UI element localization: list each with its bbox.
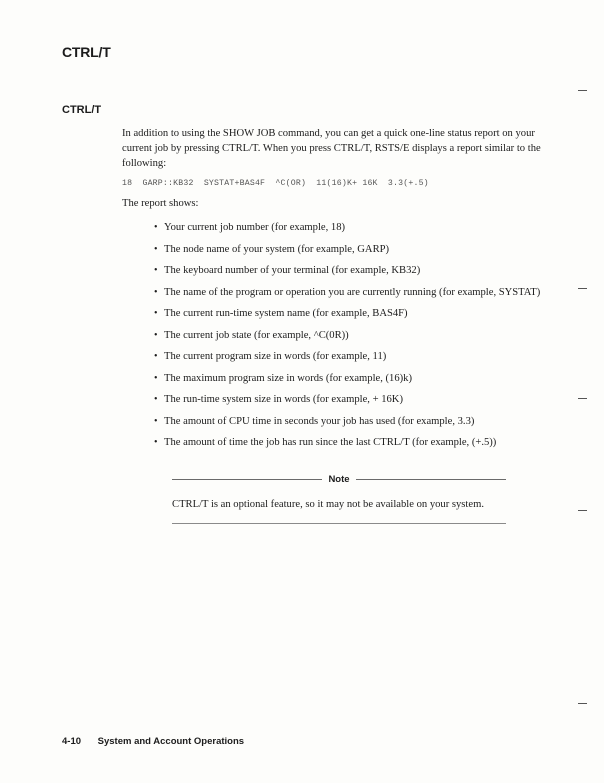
list-item-text: The name of the program or operation you are currently running (for example, SYSTAT)	[164, 286, 541, 298]
section-title: CTRL/T	[62, 104, 102, 116]
note-label: Note	[328, 474, 350, 485]
margin-mark	[578, 510, 587, 511]
note-rule-left	[172, 479, 322, 480]
bullet-icon: •	[154, 415, 158, 427]
list-item-text: Your current job number (for example, 18)	[164, 222, 346, 233]
list-item-text: The node name of your system (for example, GARP)	[164, 243, 390, 255]
bullet-icon: •	[154, 437, 158, 448]
bullet-icon: •	[154, 286, 158, 298]
list-item	[122, 243, 542, 257]
bullet-icon: •	[154, 308, 158, 319]
bullet-icon: •	[154, 243, 158, 255]
list-item	[122, 415, 542, 429]
list-item	[122, 372, 542, 386]
list-item	[122, 436, 542, 450]
margin-mark	[578, 288, 587, 289]
list-item	[122, 264, 542, 278]
bullet-icon: •	[154, 394, 158, 405]
section-body	[122, 126, 542, 524]
margin-mark	[578, 90, 587, 91]
note-box	[172, 474, 506, 524]
list-item-text: The amount of CPU time in seconds your job has used (for example, 3.3)	[164, 415, 475, 427]
margin-mark	[578, 398, 587, 399]
list-item-text: The current job state (for example, ^C(0R))	[164, 329, 349, 341]
note-bottom-rule	[172, 523, 506, 524]
margin-mark	[578, 703, 587, 704]
note-text: CTRL/T is an optional feature, so it may not be available on your system.	[172, 499, 484, 510]
page-number: 4-10	[62, 736, 82, 747]
page-footer	[62, 736, 244, 747]
bullet-icon: •	[154, 372, 158, 384]
list-item-text: The current program size in words (for example, 11)	[164, 351, 387, 362]
note-rule-right	[356, 479, 506, 480]
report-intro: The report shows:	[122, 198, 199, 209]
list-item	[122, 307, 542, 321]
sample-report-output: 18 GARP::KB32 SYSTAT+BAS4F ^C(OR) 11(16)K+ 16K 3.3(+.5)	[122, 179, 429, 188]
book-title: System and Account Operations	[97, 736, 245, 747]
list-item-text: The run-time system size in words (for example, + 16K)	[164, 394, 403, 405]
note-header	[172, 474, 506, 485]
list-item-text: The amount of time the job has run since the last CTRL/T (for example, (+.5))	[164, 437, 497, 448]
intro-paragraph: In addition to using the SHOW JOB command, you can get a quick one-line status report on your current job by pressing CTRL/T. When you press CTRL/T, RSTS/E displays a report similar to the following:	[122, 128, 541, 169]
bullet-icon: •	[154, 351, 158, 362]
chapter-title: CTRL/T	[62, 44, 111, 60]
bullet-icon: •	[154, 265, 158, 276]
list-item-text: The current run-time system name (for example, BAS4F)	[164, 308, 408, 319]
list-item	[122, 393, 542, 407]
list-item	[122, 221, 542, 235]
bullet-icon: •	[154, 329, 158, 341]
list-item	[122, 350, 542, 364]
list-item-text: The maximum program size in words (for example, (16)k)	[164, 372, 412, 384]
list-item	[122, 286, 542, 300]
report-items-list	[122, 221, 542, 450]
list-item	[122, 329, 542, 343]
bullet-icon: •	[154, 222, 158, 233]
list-item-text: The keyboard number of your terminal (for example, KB32)	[164, 265, 421, 276]
